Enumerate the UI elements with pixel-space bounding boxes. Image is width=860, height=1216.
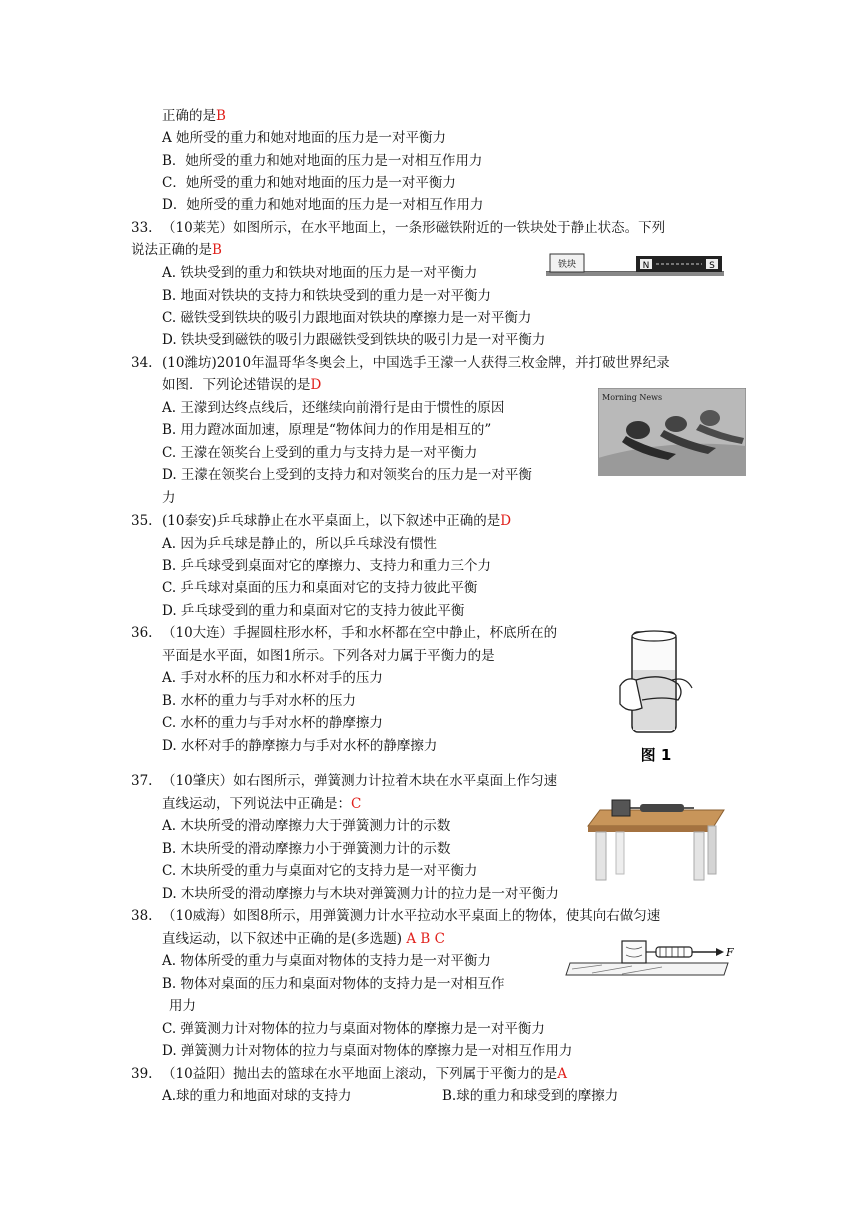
force-label: F (726, 946, 734, 959)
q38-option-c: C. 弹簧测力计对物体的拉力与桌面对物体的摩擦力是一对平衡力 (162, 1021, 545, 1037)
fig-iron-label: 铁块 (557, 260, 577, 270)
q38-option-a: A. 物体所受的重力与桌面对物体的支持力是一对平衡力 (162, 953, 491, 969)
q39-option-a: A.球的重力和地面对球的支持力 (162, 1088, 352, 1104)
q35-number: 35. (131, 513, 153, 529)
q36-number: 36. (131, 625, 153, 641)
answer-mark: B (216, 108, 226, 124)
q37-stem-line2: 直线运动，下列说法中正确是：C (162, 796, 362, 812)
q34-option-b: B. 用力蹬冰面加速，原理是“物体间力的作用是相互的” (162, 422, 492, 438)
q36-option-c: C. 水杯的重力与手对水杯的静摩擦力 (162, 715, 383, 731)
cup-in-hand-figure (612, 628, 694, 770)
q39-number: 39. (131, 1066, 153, 1082)
q37-option-d: D. 木块所受的滑动摩擦力与木块对弹簧测力计的拉力是一对平衡力 (162, 886, 559, 902)
q37-number: 37. (131, 773, 153, 789)
fig1-caption: 图 1 (640, 746, 672, 764)
answer-mark: A (557, 1066, 567, 1082)
magnet-iron-figure (544, 246, 726, 278)
q38-stem-line1: （10威海）如图8所示，用弹簧测力计水平拉动水平桌面上的物体，使其向右做匀速 (162, 908, 661, 924)
photo-caption: Morning News (602, 393, 663, 402)
q-prev-option-a: A 她所受的重力和她对地面的压力是一对平衡力 (162, 130, 447, 146)
q38-option-b-cont: 用力 (169, 998, 196, 1014)
skaters-photo (598, 388, 746, 476)
q34-number: 34. (131, 355, 153, 371)
table-block-figure (586, 792, 728, 882)
q33-stem-line1: （10莱芜）如图所示，在水平地面上，一条形磁铁附近的一铁块处于静止状态。下列 (162, 220, 666, 236)
answer-mark: C (351, 796, 362, 812)
q35-option-b: B. 乒乓球受到桌面对它的摩擦力、支持力和重力三个力 (162, 558, 492, 574)
q35-option-c: C. 乒乓球对桌面的压力和桌面对它的支持力彼此平衡 (162, 580, 478, 596)
q33-option-a: A. 铁块受到的重力和铁块对地面的压力是一对平衡力 (162, 265, 478, 281)
q36-option-a: A. 手对水杯的压力和水杯对手的压力 (162, 670, 383, 686)
q-prev-option-b: B．她所受的重力和她对地面的压力是一对相互作用力 (162, 153, 483, 169)
q36-stem-line1: （10大连）手握圆柱形水杯，手和水杯都在空中静止，杯底所在的 (162, 625, 558, 641)
q-prev-tail: 正确的是B (162, 108, 226, 124)
q37-stem-line1: （10肇庆）如右图所示，弹簧测力计拉着木块在水平桌面上作匀速 (162, 773, 558, 789)
q37-option-a: A. 木块所受的滑动摩擦力大于弹簧测力计的示数 (162, 818, 451, 834)
q37-option-b: B. 木块所受的滑动摩擦力小于弹簧测力计的示数 (162, 841, 451, 857)
q33-option-d: D. 铁块受到磁铁的吸引力跟磁铁受到铁块的吸引力是一对平衡力 (162, 332, 546, 348)
q34-option-d: D. 王濛在领奖台上受到的支持力和对领奖台的压力是一对平衡 (162, 467, 532, 483)
q37-option-c: C. 木块所受的重力与桌面对它的支持力是一对平衡力 (162, 863, 478, 879)
q34-stem-line1: (10潍坊)2010年温哥华冬奥会上，中国选手王濛一人获得三枚金牌，并打破世界纪录 (162, 355, 670, 371)
q-prev-option-c: C．她所受的重力和她对地面的压力是一对平衡力 (162, 175, 456, 191)
answer-mark: D (310, 377, 322, 393)
q35-stem-line1: (10泰安)乒乓球静止在水平桌面上，以下叙述中正确的是D (162, 513, 512, 529)
q36-option-d: D. 水杯对手的静摩擦力与手对水杯的静摩擦力 (162, 738, 438, 754)
answer-mark: D (500, 513, 512, 529)
q34-stem-line2: 如图．下列论述错误的是D (162, 377, 322, 393)
fig-n-label: N (642, 261, 650, 271)
q34-option-c: C. 王濛在领奖台上受到的重力与支持力是一对平衡力 (162, 445, 478, 461)
answer-mark: B (212, 242, 222, 258)
fig-s-label: S (709, 261, 715, 271)
q38-option-b: B. 物体对桌面的压力和桌面对物体的支持力是一对相互作 (162, 976, 505, 992)
q-prev-option-d: D．她所受的重力和她对地面的压力是一对相互作用力 (162, 197, 484, 213)
q34-option-d-cont: 力 (162, 490, 176, 506)
q36-stem-line2: 平面是水平面，如图1所示。下列各对力属于平衡力的是 (162, 648, 495, 664)
q33-number: 33. (131, 220, 153, 236)
q33-option-b: B. 地面对铁块的支持力和铁块受到的重力是一对平衡力 (162, 288, 492, 304)
q35-option-a: A. 因为乒乓球是静止的，所以乒乓球没有惯性 (162, 536, 437, 552)
q39-stem-line1: （10益阳）抛出去的篮球在水平地面上滚动，下列属于平衡力的是A (162, 1066, 567, 1082)
answer-mark: A B C (406, 931, 445, 947)
q38-option-d: D. 弹簧测力计对物体的拉力与桌面对物体的摩擦力是一对相互作用力 (162, 1043, 573, 1059)
q33-stem-line2: 说法正确的是B (131, 242, 222, 258)
q39-option-b: B.球的重力和球受到的摩擦力 (442, 1088, 619, 1104)
spring-scale-figure (562, 935, 734, 981)
q35-option-d: D. 乒乓球受到的重力和桌面对它的支持力彼此平衡 (162, 603, 465, 619)
q34-option-a: A. 王濛到达终点线后，还继续向前滑行是由于惯性的原因 (162, 400, 505, 416)
q33-option-c: C. 磁铁受到铁块的吸引力跟地面对铁块的摩擦力是一对平衡力 (162, 310, 532, 326)
q38-stem-line2: 直线运动，以下叙述中正确的是(多选题) A B C (162, 931, 445, 947)
q38-number: 38. (131, 908, 153, 924)
q36-option-b: B. 水杯的重力与手对水杯的压力 (162, 693, 357, 709)
